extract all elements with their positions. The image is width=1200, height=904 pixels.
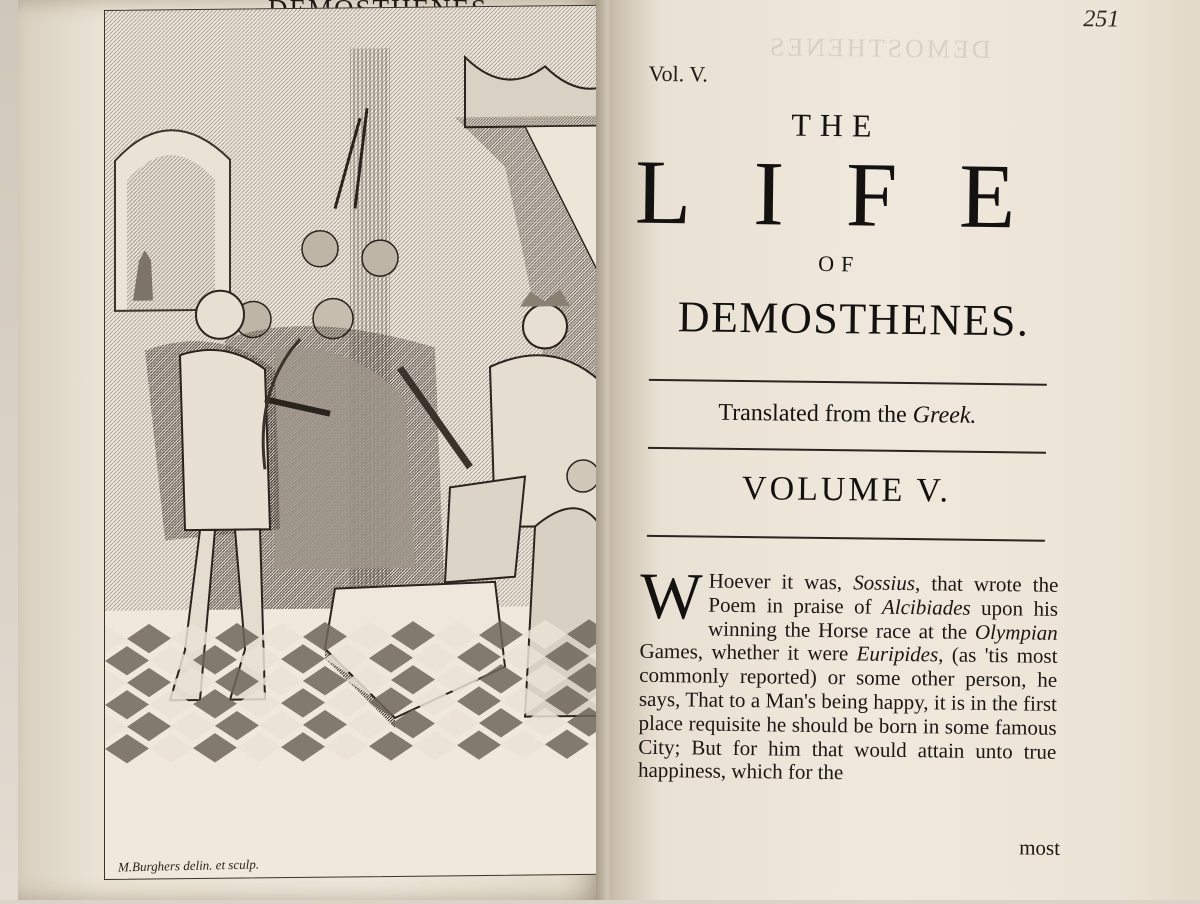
floor-tile (149, 733, 193, 763)
floor-tile (545, 729, 589, 759)
opening-paragraph (637, 559, 1059, 788)
translated-language: Greek. (912, 402, 977, 429)
floor-tile (281, 732, 325, 762)
translated-prefix: Translated from the (718, 399, 907, 429)
floor-tile (413, 731, 457, 761)
floor-tile (171, 711, 215, 741)
body-text-segment: , (as 'tis most commonly reported) or some other person, he says, That to a Man's being happy, it is in the first place requisite he should be born in some famous City; But for him that would attain unto true happiness, which for the (637, 642, 1058, 785)
floor-tile (457, 686, 501, 716)
horizontal-rule (648, 447, 1046, 454)
title-page-text-block (607, 0, 1200, 904)
title-line-the: THE (791, 106, 881, 144)
drop-cap: W (639, 559, 703, 634)
frontispiece-engraving (104, 5, 626, 880)
body-text-segment: Hoever it was, (708, 568, 854, 595)
volume-heading: VOLUME V. (741, 470, 952, 510)
title-page (612, 0, 1200, 900)
floor-tile (457, 730, 501, 760)
title-line-life: LIFE (634, 140, 1078, 249)
artist-credit: M.Burghers delin. et sculp. (117, 856, 260, 875)
floor-tile (325, 732, 369, 762)
floor-tile (281, 644, 325, 674)
bleed-through-text: DEMOSTHENES (766, 32, 991, 65)
floor-tile (479, 708, 523, 738)
body-text-italic: Euripides (856, 641, 939, 667)
body-text-segment: upon his winning the Horse race at the (707, 595, 1059, 644)
body-text-italic: Sossius (853, 570, 916, 596)
engraving-illustration (105, 6, 625, 879)
floor-tile (171, 623, 215, 653)
page-number: 251 (1083, 6, 1120, 33)
floor-tile (127, 712, 171, 742)
floor-tile (281, 688, 325, 718)
title-line-demosthenes: DEMOSTHENES. (677, 292, 1030, 346)
floor-tile (193, 733, 237, 763)
title-line-of: OF (818, 250, 861, 277)
floor-tile (127, 624, 171, 654)
frontispiece-page (18, 0, 608, 900)
floor-tile (435, 708, 479, 738)
floor-tile (127, 668, 171, 698)
translated-line (648, 399, 1046, 431)
catchword: most (1019, 835, 1061, 860)
body-text-segment: Games, whether it were (639, 639, 857, 666)
floor-tile (303, 710, 347, 740)
body-text-italic: Alcibiades (881, 594, 971, 620)
floor-tile (501, 730, 545, 760)
volume-label: Vol. V. (648, 60, 709, 87)
horizontal-rule (647, 535, 1045, 542)
floor-tile (105, 734, 149, 764)
floor-tile (105, 690, 149, 720)
body-text-segment: , that wrote the Poem in praise of (708, 571, 1059, 619)
floor-tile (259, 710, 303, 740)
floor-tile (237, 732, 281, 762)
body-text-italic: Olympian (974, 619, 1058, 645)
floor-tile (105, 646, 149, 676)
horizontal-rule (649, 379, 1047, 386)
floor-tile (215, 711, 259, 741)
floor-tile (259, 622, 303, 652)
floor-tile (369, 731, 413, 761)
